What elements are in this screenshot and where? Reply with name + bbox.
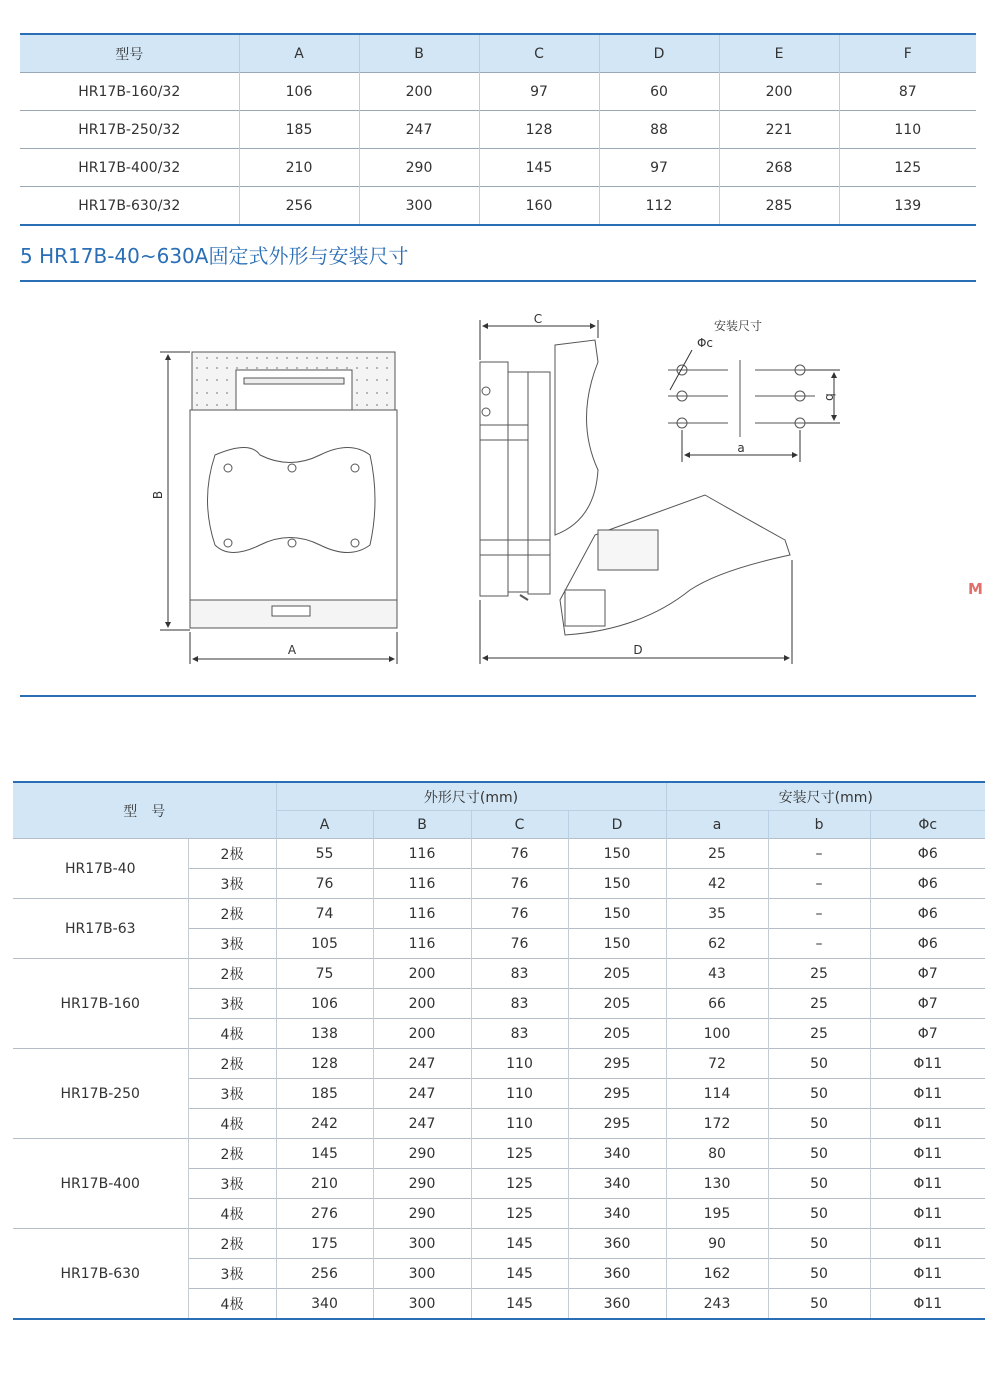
- header-b: B: [359, 34, 479, 73]
- table-cell: 50: [768, 1259, 870, 1289]
- mounting-diagram: [668, 350, 815, 437]
- side-mark: M: [968, 580, 983, 598]
- table-cell: Φ11: [870, 1079, 985, 1109]
- table-cell: 106: [276, 989, 373, 1019]
- header-a: A: [239, 34, 359, 73]
- table-cell: 295: [568, 1079, 666, 1109]
- table-cell: 200: [373, 959, 471, 989]
- table-cell: Φ11: [870, 1139, 985, 1169]
- table-cell: 25: [768, 989, 870, 1019]
- table-cell: 60: [599, 73, 719, 111]
- table-cell: 150: [568, 899, 666, 929]
- table-cell: 340: [276, 1289, 373, 1320]
- table-row: [20, 149, 976, 187]
- table-row: [20, 73, 976, 111]
- table-cell: 172: [666, 1109, 768, 1139]
- table-row: [13, 839, 985, 869]
- table-cell: 105: [276, 929, 373, 959]
- table-cell: 210: [239, 149, 359, 187]
- table-cell: 160: [479, 187, 599, 226]
- table-cell: 145: [479, 149, 599, 187]
- dim-label-a-mount: a: [737, 441, 745, 455]
- header-mount: 安装尺寸(mm): [666, 782, 985, 811]
- table-cell: –: [768, 869, 870, 899]
- table-cell: 83: [471, 959, 568, 989]
- model-cell: HR17B-400: [13, 1139, 188, 1229]
- table-cell: 35: [666, 899, 768, 929]
- outline-drawing: [0, 285, 1000, 690]
- table-cell: 247: [373, 1109, 471, 1139]
- table-cell: 205: [568, 1019, 666, 1049]
- table-cell: 125: [839, 149, 976, 187]
- table-cell: Φ6: [870, 929, 985, 959]
- table-cell: 205: [568, 959, 666, 989]
- dim-label-c: C: [533, 312, 543, 326]
- dim-label-b-mount: b: [823, 393, 837, 401]
- table-cell: 340: [568, 1139, 666, 1169]
- table-cell: 139: [839, 187, 976, 226]
- table-cell: 110: [471, 1049, 568, 1079]
- table-cell: 74: [276, 899, 373, 929]
- table-cell: 300: [373, 1229, 471, 1259]
- table-cell: 360: [568, 1259, 666, 1289]
- table-cell: 62: [666, 929, 768, 959]
- table-cell: 290: [373, 1199, 471, 1229]
- table-cell: 200: [373, 1019, 471, 1049]
- side-view: [480, 340, 790, 635]
- table-cell: 276: [276, 1199, 373, 1229]
- header-mount-a: a: [666, 811, 768, 839]
- table-cell: 50: [768, 1199, 870, 1229]
- table-cell: Φ11: [870, 1049, 985, 1079]
- poles-cell: 3极: [188, 1079, 276, 1109]
- table-cell: 138: [276, 1019, 373, 1049]
- table-cell: 50: [768, 1049, 870, 1079]
- poles-cell: 3极: [188, 1169, 276, 1199]
- table-cell: 290: [373, 1139, 471, 1169]
- table-cell: 175: [276, 1229, 373, 1259]
- table-cell: 128: [276, 1049, 373, 1079]
- dim-label-d: D: [633, 643, 643, 657]
- table-cell: 87: [839, 73, 976, 111]
- header-f: F: [839, 34, 976, 73]
- poles-cell: 2极: [188, 1139, 276, 1169]
- table-cell: 200: [373, 989, 471, 1019]
- model-cell: HR17B-63: [13, 899, 188, 959]
- poles-cell: 2极: [188, 1229, 276, 1259]
- table-cell: Φ7: [870, 959, 985, 989]
- table-cell: Φ11: [870, 1229, 985, 1259]
- table-cell: 256: [276, 1259, 373, 1289]
- table-cell: 205: [568, 989, 666, 1019]
- poles-cell: 4极: [188, 1199, 276, 1229]
- table-cell: 50: [768, 1229, 870, 1259]
- table-cell: 50: [768, 1289, 870, 1320]
- table-cell: 25: [666, 839, 768, 869]
- front-view: [190, 352, 397, 628]
- table-cell: 125: [471, 1199, 568, 1229]
- table-cell: 43: [666, 959, 768, 989]
- table-cell: 247: [359, 111, 479, 149]
- table-cell: 210: [276, 1169, 373, 1199]
- poles-cell: 4极: [188, 1109, 276, 1139]
- table-cell: 200: [719, 73, 839, 111]
- table-cell: 256: [239, 187, 359, 226]
- table-cell: 55: [276, 839, 373, 869]
- table-cell: 25: [768, 1019, 870, 1049]
- table-cell: 76: [276, 869, 373, 899]
- table-cell: 242: [276, 1109, 373, 1139]
- table-cell: Φ11: [870, 1169, 985, 1199]
- table-cell: 360: [568, 1229, 666, 1259]
- table-cell: 145: [471, 1289, 568, 1320]
- poles-cell: 3极: [188, 1259, 276, 1289]
- section-divider-bottom: [20, 695, 976, 697]
- table-header-row: [13, 782, 985, 811]
- table-cell: 128: [479, 111, 599, 149]
- dim-label-phic: Φc: [696, 336, 714, 350]
- table-cell: 145: [276, 1139, 373, 1169]
- table-cell: 110: [839, 111, 976, 149]
- table-cell: 116: [373, 839, 471, 869]
- table-cell: –: [768, 929, 870, 959]
- table-row: [13, 1139, 985, 1169]
- dim-label-a-front: A: [287, 643, 297, 657]
- model-cell: HR17B-630: [13, 1229, 188, 1320]
- header-c: C: [471, 811, 568, 839]
- table-cell: 185: [276, 1079, 373, 1109]
- model-cell: HR17B-250: [13, 1049, 188, 1139]
- header-c: C: [479, 34, 599, 73]
- table-cell: 300: [373, 1289, 471, 1320]
- dim-label-b-front: B: [151, 490, 165, 500]
- table-cell: 195: [666, 1199, 768, 1229]
- outline-mounting-table: [13, 781, 985, 1320]
- table-row: [13, 1229, 985, 1259]
- table-cell: 340: [568, 1169, 666, 1199]
- header-b: B: [373, 811, 471, 839]
- header-outline: 外形尺寸(mm): [276, 782, 666, 811]
- table-cell: 162: [666, 1259, 768, 1289]
- table-cell: 76: [471, 869, 568, 899]
- table-cell: 110: [471, 1109, 568, 1139]
- poles-cell: 2极: [188, 1049, 276, 1079]
- model-cell: HR17B-160: [13, 959, 188, 1049]
- table-cell: 145: [471, 1229, 568, 1259]
- poles-cell: 4极: [188, 1019, 276, 1049]
- table-cell: HR17B-400/32: [20, 149, 239, 187]
- poles-cell: 3极: [188, 869, 276, 899]
- table-cell: 268: [719, 149, 839, 187]
- table-header-row: [20, 34, 976, 73]
- table-cell: 300: [373, 1259, 471, 1289]
- poles-cell: 4极: [188, 1289, 276, 1320]
- table-cell: 247: [373, 1049, 471, 1079]
- poles-cell: 3极: [188, 989, 276, 1019]
- table-cell: Φ6: [870, 839, 985, 869]
- dimension-table-32: [20, 33, 976, 226]
- table-row: [13, 1049, 985, 1079]
- table-cell: 83: [471, 1019, 568, 1049]
- table-cell: 72: [666, 1049, 768, 1079]
- table-cell: –: [768, 899, 870, 929]
- table-cell: 76: [471, 839, 568, 869]
- table-cell: 290: [373, 1169, 471, 1199]
- header-d: D: [568, 811, 666, 839]
- mounting-title: 安装尺寸: [713, 319, 763, 333]
- table-cell: Φ7: [870, 1019, 985, 1049]
- poles-cell: 2极: [188, 959, 276, 989]
- table-cell: 150: [568, 869, 666, 899]
- table-cell: HR17B-630/32: [20, 187, 239, 226]
- table-cell: 66: [666, 989, 768, 1019]
- table-cell: 295: [568, 1049, 666, 1079]
- table-row: [20, 187, 976, 226]
- table-cell: 285: [719, 187, 839, 226]
- header-e: E: [719, 34, 839, 73]
- table-cell: 76: [471, 899, 568, 929]
- table-cell: 116: [373, 869, 471, 899]
- table-cell: 125: [471, 1139, 568, 1169]
- header-d: D: [599, 34, 719, 73]
- table-cell: 50: [768, 1139, 870, 1169]
- header-model: 型 号: [13, 782, 276, 839]
- table-cell: HR17B-250/32: [20, 111, 239, 149]
- table-cell: Φ7: [870, 989, 985, 1019]
- table-cell: 75: [276, 959, 373, 989]
- table-cell: 150: [568, 929, 666, 959]
- table-row: [13, 959, 985, 989]
- table-cell: 340: [568, 1199, 666, 1229]
- table-cell: 185: [239, 111, 359, 149]
- table-cell: HR17B-160/32: [20, 73, 239, 111]
- table-cell: 90: [666, 1229, 768, 1259]
- table-cell: Φ11: [870, 1199, 985, 1229]
- table-cell: Φ6: [870, 899, 985, 929]
- table-cell: Φ11: [870, 1259, 985, 1289]
- table-row: [13, 899, 985, 929]
- table-body: [13, 839, 985, 1320]
- table-cell: 97: [479, 73, 599, 111]
- table-cell: Φ11: [870, 1109, 985, 1139]
- table-cell: 145: [471, 1259, 568, 1289]
- poles-cell: 2极: [188, 899, 276, 929]
- table-cell: Φ11: [870, 1289, 985, 1320]
- table-cell: 50: [768, 1079, 870, 1109]
- table-cell: 221: [719, 111, 839, 149]
- table-cell: 130: [666, 1169, 768, 1199]
- table-cell: –: [768, 839, 870, 869]
- table-cell: 25: [768, 959, 870, 989]
- table-cell: 106: [239, 73, 359, 111]
- table-cell: 116: [373, 899, 471, 929]
- table-cell: 290: [359, 149, 479, 187]
- table-cell: 112: [599, 187, 719, 226]
- poles-cell: 2极: [188, 839, 276, 869]
- table-cell: 243: [666, 1289, 768, 1320]
- table-cell: 295: [568, 1109, 666, 1139]
- section-divider-top: [20, 280, 976, 282]
- table-cell: 360: [568, 1289, 666, 1320]
- table-cell: 150: [568, 839, 666, 869]
- table-cell: 247: [373, 1079, 471, 1109]
- table-cell: 83: [471, 989, 568, 1019]
- table-cell: 42: [666, 869, 768, 899]
- table-cell: 50: [768, 1109, 870, 1139]
- table-cell: 88: [599, 111, 719, 149]
- model-cell: HR17B-40: [13, 839, 188, 899]
- table-cell: 300: [359, 187, 479, 226]
- header-mount-b: b: [768, 811, 870, 839]
- poles-cell: 3极: [188, 929, 276, 959]
- table-cell: 125: [471, 1169, 568, 1199]
- table-cell: 76: [471, 929, 568, 959]
- table-cell: 100: [666, 1019, 768, 1049]
- header-model: 型号: [20, 34, 239, 73]
- header-mount-phic: Φc: [870, 811, 985, 839]
- table-cell: Φ6: [870, 869, 985, 899]
- header-a: A: [276, 811, 373, 839]
- table-cell: 50: [768, 1169, 870, 1199]
- table-cell: 114: [666, 1079, 768, 1109]
- section-title: 5 HR17B-40~630A固定式外形与安装尺寸: [20, 244, 409, 268]
- table-cell: 116: [373, 929, 471, 959]
- table-cell: 110: [471, 1079, 568, 1109]
- table-cell: 80: [666, 1139, 768, 1169]
- table-cell: 200: [359, 73, 479, 111]
- table-row: [20, 111, 976, 149]
- table-cell: 97: [599, 149, 719, 187]
